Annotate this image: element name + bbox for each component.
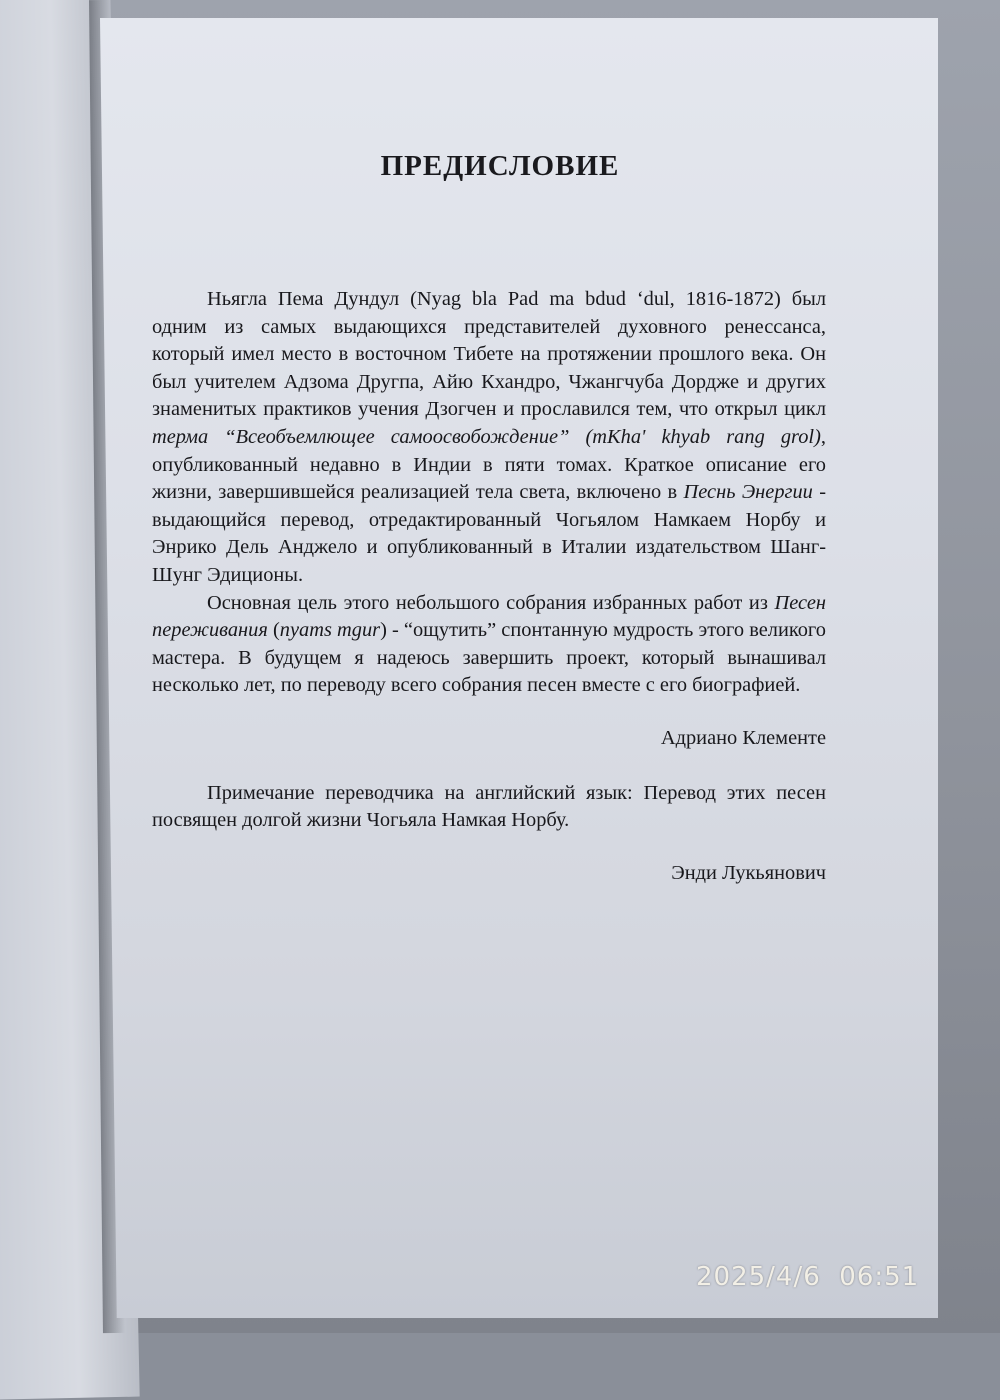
paragraph-2-text-a: Основная цель этого небольшого собрания избранных работ из bbox=[207, 591, 775, 614]
term-terma: терма bbox=[152, 425, 209, 448]
term-song-of-energy: Песнь Энергии bbox=[683, 481, 813, 504]
paragraph-2 bbox=[152, 590, 826, 700]
paragraph-1 bbox=[152, 286, 826, 590]
paragraph-2-text-b: ( bbox=[267, 619, 280, 642]
photo-timestamp: 2025/4/6 06:51 bbox=[696, 1262, 920, 1292]
signature-translator: Энди Лукьянович bbox=[671, 861, 826, 884]
term-nyams-mgur: nyams mgur bbox=[279, 619, 381, 642]
page-body bbox=[152, 286, 826, 887]
paragraph-2-text-c: ) - “ощутить” спонтанную мудрость этого великого мастера. В будущем я надеюсь завершить проект, который вынашивал несколько лет, по переводу всего собрания песен вместе с его биографией. bbox=[152, 619, 826, 697]
term-songs-of-experience: Песен переживания bbox=[152, 591, 826, 642]
translator-note: Примечание переводчика на английский язык: Перевод этих песен посвящен долгой жизни Чогьяла Намкая Норбу. bbox=[152, 781, 826, 832]
paragraph-1-text-c: - выдающийся перевод, отредактированный Чогьялом Намкаем Норбу и Энрико Дель Анджело и опубликованный в Италии издательством Шанг-Шунг Эдиционы. bbox=[152, 481, 827, 586]
term-cycle-title: “Всеобъемлющее самоосвобождение” (mKha' khyab rang grol) bbox=[224, 425, 821, 448]
paragraph-1-text-b: , опубликованный недавно в Индии в пяти томах. Краткое описание его жизни, завершившейся реализацией тела света, включено в bbox=[152, 425, 826, 504]
paragraph-1-text-a: Ньягла Пема Дундул (Nyag bla Pad ma bdud ‘dul, 1816-1872) был одним из самых выдающихся представителей духовного ренессанса, который имел место в восточном Тибете на протяжении прошлого века. Он был учителем Адзома Другпа, Айю Кхандро, Чжангчуба Дордже и других знаменитых практиков учения Дзогчен и прославился тем, что открыл цикл bbox=[152, 288, 826, 421]
signature-author: Адриано Клементе bbox=[660, 726, 826, 749]
page-title: ПРЕДИСЛОВИЕ bbox=[380, 150, 620, 182]
